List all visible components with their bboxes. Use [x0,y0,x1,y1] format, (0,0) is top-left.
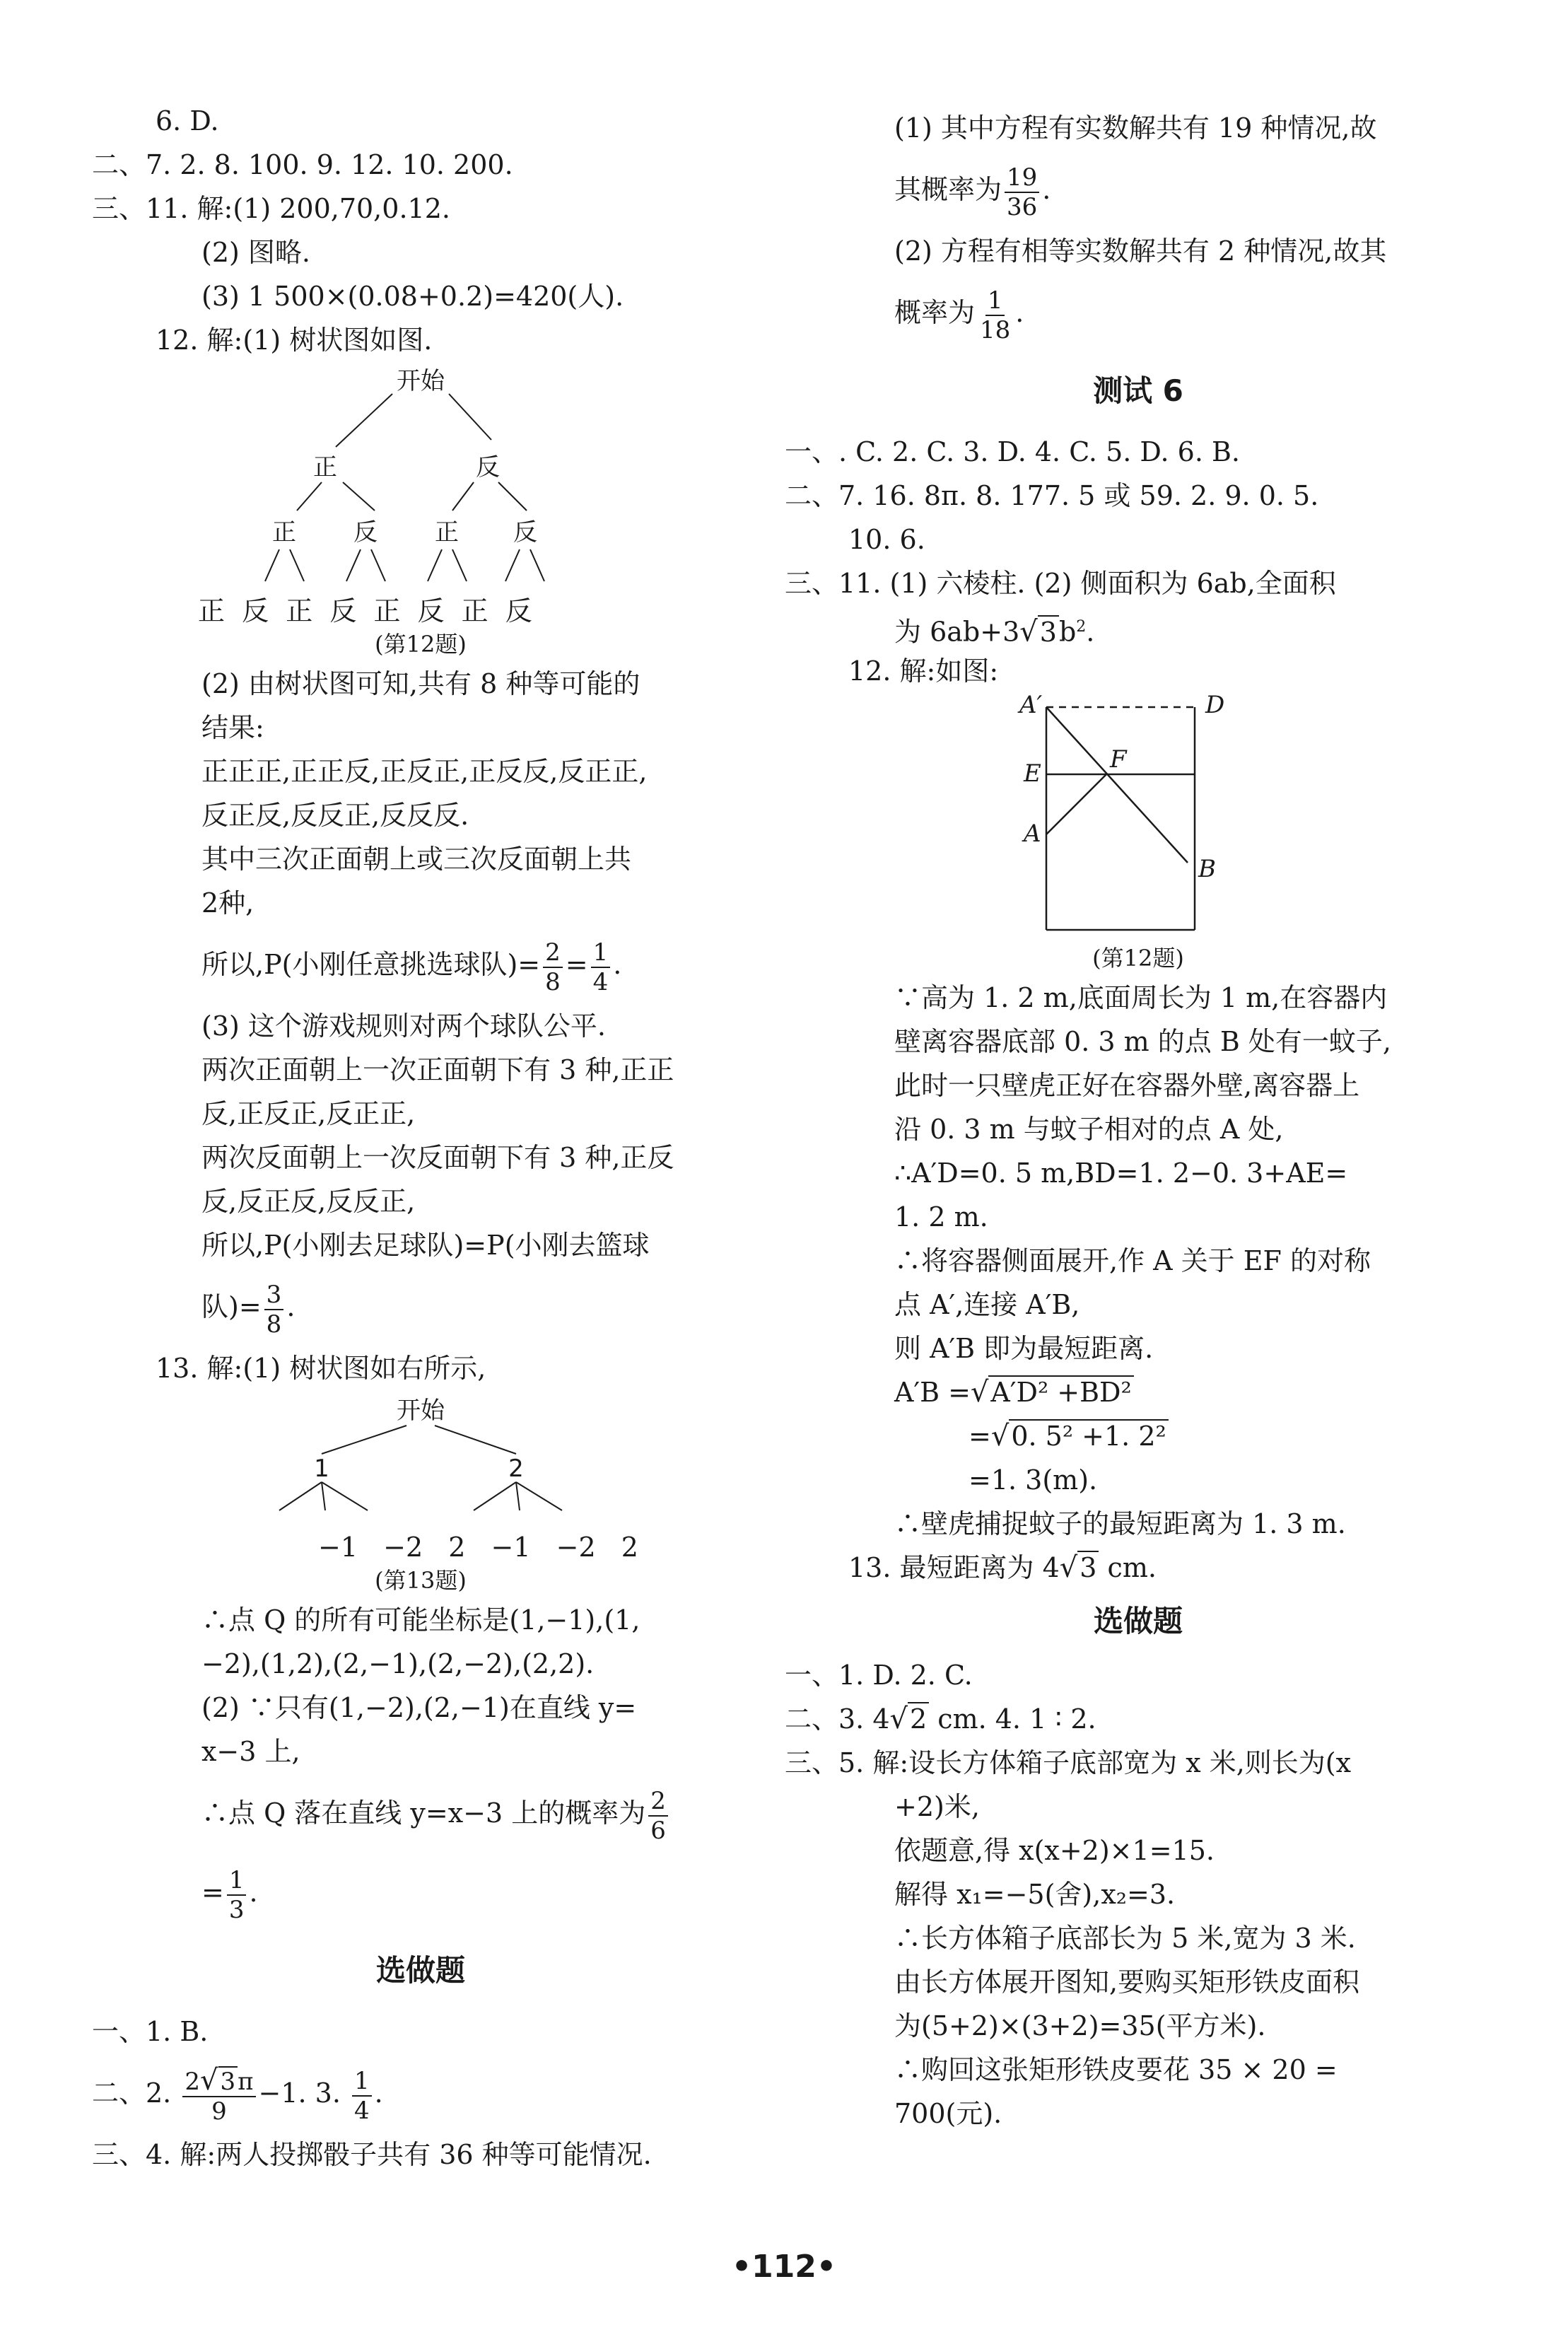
answer-line: (1) 其中方程有实数解共有 19 种情况,故 [894,112,1377,144]
tree-root: 开始 [397,1397,445,1425]
answer-line: 其概率为 $\frac{19}{36}$ . [894,163,1051,221]
answer-line: 三、11. 解:(1) 200,70,0.12. [92,193,450,224]
answer-line: 13. 解:(1) 树状图如右所示, [156,1353,486,1384]
answer-line: 一、. C. 2. C. 3. D. 4. C. 5. D. 6. B. [785,436,1241,467]
answer-line: 三、4. 解:两人投掷骰子共有 36 种等可能情况. [92,2139,652,2170]
answer-line: (2) 由树状图可知,共有 8 种等可能的 [201,668,640,699]
answer-line: 队)= $\frac{3}{8}$ . [201,1280,296,1339]
answer-line: ∴点 Q 的所有可能坐标是(1,−1),(1, [201,1604,640,1636]
tree-leaves-12: 正 反 正 反 正 反 正 反 [198,595,537,627]
answer-line: 两次正面朝上一次正面朝下有 3 种,正正 [201,1054,674,1085]
answer-line: 10. 6. [848,524,925,555]
figure-caption: (第12题) [375,631,467,658]
right-column [785,106,1492,2135]
answer-line: 6. D. [156,105,219,136]
answer-line: 反,反正反,反反正, [201,1186,416,1217]
fraction: $\frac{2√3\pi}{9}$ [182,2066,255,2126]
answer-line: 壁离容器底部 0. 3 m 的点 B 处有一蚊子, [894,1026,1391,1057]
tree-node: 正 [435,518,459,547]
tree-node: 反 [513,518,537,547]
point-label: F [1110,745,1127,774]
answer-line: 解得 x₁=−5(舍),x₂=3. [894,1879,1176,1910]
fraction: $\frac{3}{8}$ [264,1281,284,1339]
answer-line: 700(元). [894,2098,1002,2129]
answer-line: =√0. 5² +1. 2² [785,1414,1492,1458]
page-number: •112• [731,2249,837,2285]
answer-line: (2) 方程有相等实数解共有 2 种情况,故其 [894,235,1387,267]
answer-line: 所以,P(小刚去足球队)=P(小刚去篮球 [201,1230,650,1261]
answer-line: 概率为 $\frac{1}{18}$ . [894,286,1024,344]
answer-line: 二、3. 4√2 cm. 4. 1 ∶ 2. [785,1703,1096,1735]
unfolded-cylinder-figure [990,693,1287,940]
answer-line: 三、5. 解:设长方体箱子底部宽为 x 米,则长为(x [785,1747,1352,1778]
tree-node: 正 [313,453,337,482]
answer-line: 三、11. (1) 六棱柱. (2) 侧面积为 6ab,全面积 [785,568,1336,599]
answer-line: +2)米, [894,1791,980,1822]
figure-caption: (第13题) [375,1567,467,1594]
fraction: $\frac{19}{36}$ [1005,163,1039,221]
answer-line: 二、7. 2. 8. 100. 9. 12. 10. 200. [92,149,513,180]
answer-line: 为(5+2)×(3+2)=35(平方米). [894,2010,1266,2041]
answer-line: =1. 3(m). [969,1464,1098,1496]
answer-line: ∵高为 1. 2 m,底面周长为 1 m,在容器内 [894,982,1388,1013]
answer-line: −2),(1,2),(2,−1),(2,−2),(2,2). [201,1648,595,1679]
answer-line: 二、2. $\frac{2√3\pi}{9}$ −1. 3. $\frac{1}{4}$ . [92,2063,383,2126]
answer-line: (3) 1 500×(0.08+0.2)=420(人). [201,281,624,312]
answer-line: 两次反面朝上一次反面朝下有 3 种,正反 [201,1142,674,1173]
answer-line: ∴A′D=0. 5 m,BD=1. 2−0. 3+AE= [894,1158,1348,1189]
answer-line: ∴点 Q 落在直线 y=x−3 上的概率为 $\frac{2}{6}$ [92,1773,749,1853]
answer-line: 沿 0. 3 m 与蚊子相对的点 A 处, [894,1114,1284,1145]
fraction: $\frac{2}{6}$ [648,1787,668,1845]
left-column [92,99,749,2177]
answer-line: 2种, [201,887,254,919]
answer-line: 一、1. B. [92,2016,209,2047]
fraction: $\frac{2}{8}$ [543,938,563,996]
answer-line: (2) ∵只有(1,−2),(2,−1)在直线 y= [201,1692,637,1723]
tree-node: 1 [314,1455,329,1483]
answer-line: 二、7. 16. 8π. 8. 177. 5 或 59. 2. 9. 0. 5. [785,480,1319,511]
answer-line: 所以,P(小刚任意挑选球队)= $\frac{2}{8}$ = $\frac{1}{4}$ . [201,938,622,996]
answer-line: (2) 图略. [201,237,310,268]
answer-line: 此时一只壁虎正好在容器外壁,离容器上 [894,1070,1360,1101]
answer-line: (3) 这个游戏规则对两个球队公平. [201,1010,606,1042]
answer-line: 一、1. D. 2. C. [785,1660,973,1691]
answer-line: 1. 2 m. [894,1201,988,1233]
answer-line: 由长方体展开图知,要购买矩形铁皮面积 [894,1966,1360,1998]
answer-line: 12. 解:(1) 树状图如图. [156,325,433,356]
tree-leaves-13: −1 −2 2 −1 −2 2 [318,1532,638,1563]
point-label: E [1024,759,1041,788]
point-label: A′ [1019,693,1043,719]
answer-line: ∴将容器侧面展开,作 A 关于 EF 的对称 [894,1245,1371,1276]
answer-line: 则 A′B 即为最短距离. [894,1333,1154,1364]
answer-line: ∴长方体箱子底部长为 5 米,宽为 3 米. [894,1923,1356,1954]
answer-line: 结果: [201,712,264,743]
answer-line: 12. 解:如图: [848,655,999,687]
answer-line: 正正正,正正反,正反正,正反反,反正正, [201,756,648,787]
fraction: $\frac{1}{4}$ [352,2067,372,2125]
fraction: $\frac{1}{4}$ [591,938,611,996]
tree-node: 反 [476,453,500,482]
tree-node: 2 [508,1455,524,1483]
point-label: B [1198,855,1216,883]
answer-line: 其中三次正面朝上或三次反面朝上共 [201,844,632,875]
tree-diagram-12 [201,362,640,595]
answer-line: 依题意,得 x(x+2)×1=15. [894,1835,1215,1866]
section-heading: 测试 6 [1093,373,1183,408]
section-heading: 选做题 [1093,1604,1183,1638]
answer-line: ∴购回这张矩形铁皮要花 35 × 20 = [894,2054,1338,2085]
answer-line: 反,正反正,反正正, [201,1098,416,1129]
tree-diagram-13 [237,1390,604,1532]
section-heading: 选做题 [375,1953,465,1988]
answer-line: A′B =√A′D² +BD² [785,1370,1492,1414]
tree-node: 正 [272,518,296,547]
fraction: $\frac{1}{3}$ [227,1866,247,1924]
figure-caption: (第12题) [1092,945,1184,972]
fraction: $\frac{1}{18}$ [980,286,1011,344]
answer-line: 为 $6ab+3√3b^2$. [894,615,1095,648]
answer-line: = $\frac{1}{3}$ . [201,1865,258,1924]
answer-line: 反正反,反反正,反反反. [201,800,469,831]
answer-line: 点 A′,连接 A′B, [894,1289,1080,1320]
answer-line: ∴壁虎捕捉蚊子的最短距离为 1. 3 m. [894,1508,1346,1539]
point-label: D [1205,693,1225,719]
point-label: A [1024,820,1041,848]
tree-root: 开始 [397,367,445,395]
answer-line: x−3 上, [201,1736,300,1767]
tree-node: 反 [353,518,378,547]
answer-line: 13. 最短距离为 4√3 cm. [848,1551,1157,1584]
